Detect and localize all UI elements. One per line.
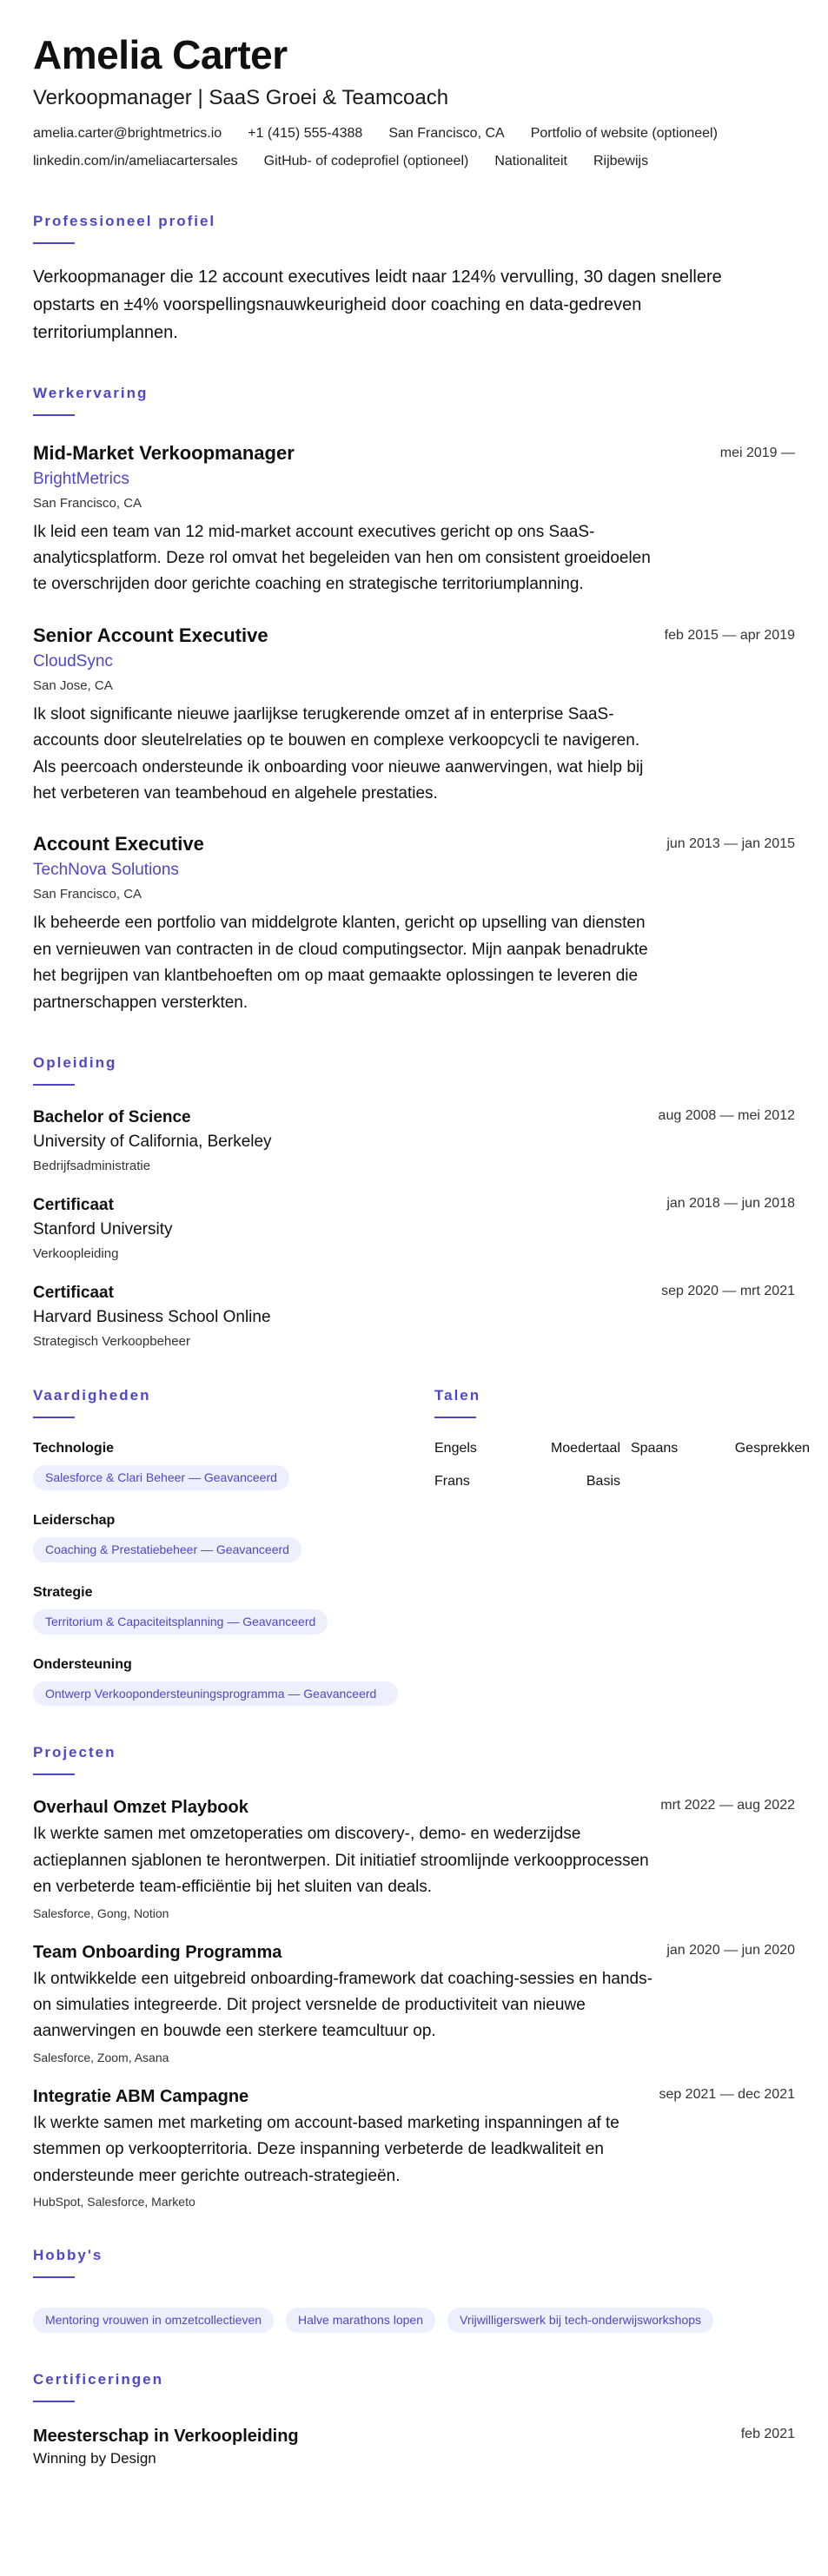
project-date: sep 2021 — dec 2021 — [659, 2086, 795, 2102]
job-title: Senior Account Executive — [33, 624, 268, 646]
language-level: Gesprekken — [734, 1440, 810, 1456]
language-level: Moedertaal — [550, 1440, 620, 1456]
project-tools: Salesforce, Zoom, Asana — [33, 2050, 169, 2064]
contact-linkedin[interactable]: linkedin.com/in/ameliacartersales — [33, 153, 238, 168]
certification-issuer: Winning by Design — [33, 2449, 156, 2467]
section-divider — [33, 242, 75, 244]
projects-section — [33, 1744, 795, 2209]
contact-phone[interactable]: +1 (415) 555-4388 — [248, 125, 363, 141]
project-date: jan 2020 — jun 2020 — [666, 1942, 795, 1958]
section-divider — [33, 414, 75, 416]
job-date: mei 2019 — — [719, 445, 795, 460]
education-field: Bedrijfsadministratie — [33, 1158, 151, 1173]
skills-languages-row — [33, 1386, 810, 1707]
job-date: jun 2013 — jan 2015 — [666, 836, 795, 852]
skills-section — [33, 1387, 398, 1707]
education-date: sep 2020 — mrt 2021 — [661, 1283, 795, 1298]
profile-section — [33, 213, 795, 347]
skill-group — [33, 1513, 398, 1562]
hobby-tag: Vrijwilligerswerk bij tech-onderwijsworkshops — [447, 2308, 713, 2333]
education-entry — [33, 1196, 795, 1261]
project-description: Ik werkte samen met marketing om account-based marketing inspanningen af te stemmen op verkoopterritoria. Deze inspanning verbeterde de leadkwaliteit en ondersteunde meer gerichte outreach-strategieën. — [33, 2113, 619, 2185]
education-entry — [33, 1284, 795, 1349]
skill-category: Leiderschap — [33, 1512, 116, 1528]
section-title: Vaardigheden — [33, 1386, 151, 1404]
project-entry — [33, 2087, 795, 2209]
job-title: Mid-Market Verkoopmanager — [33, 441, 295, 464]
certification-entry — [33, 2427, 795, 2467]
section-divider — [33, 2401, 75, 2402]
languages-section — [434, 1387, 810, 1707]
section-title: Professioneel profiel — [33, 212, 216, 229]
project-title: Team Onboarding Programma — [33, 1942, 282, 1962]
section-divider — [33, 2276, 75, 2278]
certification-date: feb 2021 — [740, 2426, 795, 2441]
section-divider — [33, 1417, 75, 1418]
project-title: Overhaul Omzet Playbook — [33, 1798, 248, 1818]
skill-tag: Territorium & Capaciteitsplanning — Geavanceerd — [33, 1609, 328, 1635]
section-title: Werkervaring — [33, 384, 149, 401]
education-field: Verkoopleiding — [33, 1245, 119, 1261]
language-name: Frans — [434, 1473, 470, 1489]
hobby-tag: Halve marathons lopen — [286, 2308, 435, 2333]
project-date: mrt 2022 — aug 2022 — [660, 1798, 795, 1813]
language-name: Spaans — [631, 1440, 679, 1456]
skill-tag: Ontwerp Verkoopondersteuningsprogramma — Geavanceerd — [33, 1681, 398, 1707]
job-entry — [33, 833, 795, 1016]
certification-title: Meesterschap in Verkoopleiding — [33, 2426, 299, 2446]
project-description: Ik ontwikkelde een uitgebreid onboarding-framework dat coaching-sessies en hands-on simulaties integreerde. Dit project versnelde de productiviteit van nieuwe aanwervingen en bouwde een sterkere teamcultuur op. — [33, 1969, 652, 2041]
contact-email[interactable]: amelia.carter@brightmetrics.io — [33, 125, 222, 141]
job-description: Ik sloot significante nieuwe jaarlijkse terugkerende omzet af in enterprise SaaS-accounts door sleutelrelaties op te bouwen en complexe verkoopcycli te navigeren. Als peercoach ondersteunde ik onboarding voor nieuwe aanwervingen, wat hielp bij het verbeteren van teambehoud en algehele prestaties. — [33, 704, 644, 803]
section-title: Talen — [434, 1386, 481, 1404]
section-title: Hobby's — [33, 2246, 103, 2263]
project-entry — [33, 1798, 795, 1919]
skill-tag: Coaching & Prestatiebeheer — Geavanceerd — [33, 1537, 301, 1562]
contact-nationality: Nationaliteit — [494, 153, 567, 168]
job-location: San Francisco, CA — [33, 495, 142, 511]
contact-license: Rijbewijs — [593, 153, 649, 168]
certifications-section — [33, 2371, 795, 2467]
language-name: Engels — [434, 1440, 477, 1456]
project-description: Ik werkte samen met omzetoperaties om discovery-, demo- en wederzijdse actieplannen sjablonen te herontwerpen. Dit initiatief stroomlijnde verkoopprocessen en verbeterde team-efficiëntie bij het sluiten van deals. — [33, 1825, 649, 1897]
section-title: Certificeringen — [33, 2370, 163, 2388]
skill-category: Ondersteuning — [33, 1656, 132, 1672]
job-entry — [33, 624, 795, 808]
education-section — [33, 1054, 795, 1349]
language-level: Basis — [586, 1473, 620, 1489]
education-school: Stanford University — [33, 1219, 173, 1238]
languages-list — [434, 1441, 810, 1489]
project-tools: HubSpot, Salesforce, Marketo — [33, 2194, 195, 2209]
education-date: aug 2008 — mei 2012 — [658, 1107, 795, 1123]
education-school: University of California, Berkeley — [33, 1132, 272, 1151]
education-field: Strategisch Verkoopbeheer — [33, 1333, 190, 1349]
job-location: San Jose, CA — [33, 677, 113, 693]
resume-header — [33, 33, 795, 182]
skill-tag: Salesforce & Clari Beheer — Geavanceerd — [33, 1465, 289, 1490]
profile-text: Verkoopmanager die 12 account executives leidt naar 124% vervulling, 30 dagen snellere opstarts en ±4% voorspellingsnauwkeurigheid door coaching en data-gedreven territoriumplannen. — [33, 267, 722, 342]
section-title: Opleiding — [33, 1054, 117, 1071]
section-divider — [33, 1773, 75, 1775]
contact-github[interactable]: GitHub- of codeprofiel (optioneel) — [263, 153, 469, 168]
section-divider — [33, 1084, 75, 1086]
job-location: San Francisco, CA — [33, 887, 142, 902]
job-title: Account Executive — [33, 833, 204, 855]
section-title: Projecten — [33, 1744, 116, 1761]
project-tools: Salesforce, Gong, Notion — [33, 1906, 169, 1920]
skill-category: Strategie — [33, 1584, 93, 1600]
education-entry — [33, 1108, 795, 1173]
education-degree: Bachelor of Science — [33, 1107, 191, 1126]
education-degree: Certificaat — [33, 1195, 114, 1214]
skill-group — [33, 1657, 398, 1707]
hobbies-list — [33, 2299, 795, 2333]
education-school: Harvard Business School Online — [33, 1307, 271, 1326]
job-company: TechNova Solutions — [33, 861, 179, 880]
job-entry — [33, 442, 795, 598]
skill-group — [33, 1585, 398, 1635]
section-divider — [434, 1417, 476, 1418]
candidate-subtitle: Verkoopmanager | SaaS Groei & Teamcoach — [33, 85, 449, 109]
hobby-tag: Mentoring vrouwen in omzetcollectieven — [33, 2308, 274, 2333]
project-entry — [33, 1943, 795, 2064]
experience-section — [33, 385, 795, 1016]
job-description: Ik leid een team van 12 mid-market account executives gericht op ons SaaS-analyticsplatform. Deze rol omvat het begeleiden van hen om consistent groeidoelen te overschrijden door gerichte coaching en strategische territoriumplanning. — [33, 522, 651, 594]
education-date: jan 2018 — jun 2018 — [666, 1195, 795, 1211]
contact-location: San Francisco, CA — [388, 125, 505, 141]
education-degree: Certificaat — [33, 1283, 114, 1302]
job-company: BrightMetrics — [33, 469, 129, 488]
skill-category: Technologie — [33, 1440, 115, 1456]
job-company: CloudSync — [33, 651, 113, 670]
contact-portfolio[interactable]: Portfolio of website (optioneel) — [530, 125, 718, 141]
contact-info — [33, 126, 795, 182]
job-date: feb 2015 — apr 2019 — [664, 627, 795, 643]
hobbies-section — [33, 2247, 795, 2333]
job-description: Ik beheerde een portfolio van middelgrote klanten, gericht op upselling van diensten en vernieuwen van contracten in de cloud computingsector. Mijn aanpak benadrukte het begrijpen van klantbehoeften om op maat gemaakte oplossingen te leveren die partnerschappen versterkten. — [33, 914, 648, 1012]
candidate-name: Amelia Carter — [33, 32, 288, 77]
project-title: Integratie ABM Campagne — [33, 2086, 249, 2106]
skill-group — [33, 1441, 398, 1490]
